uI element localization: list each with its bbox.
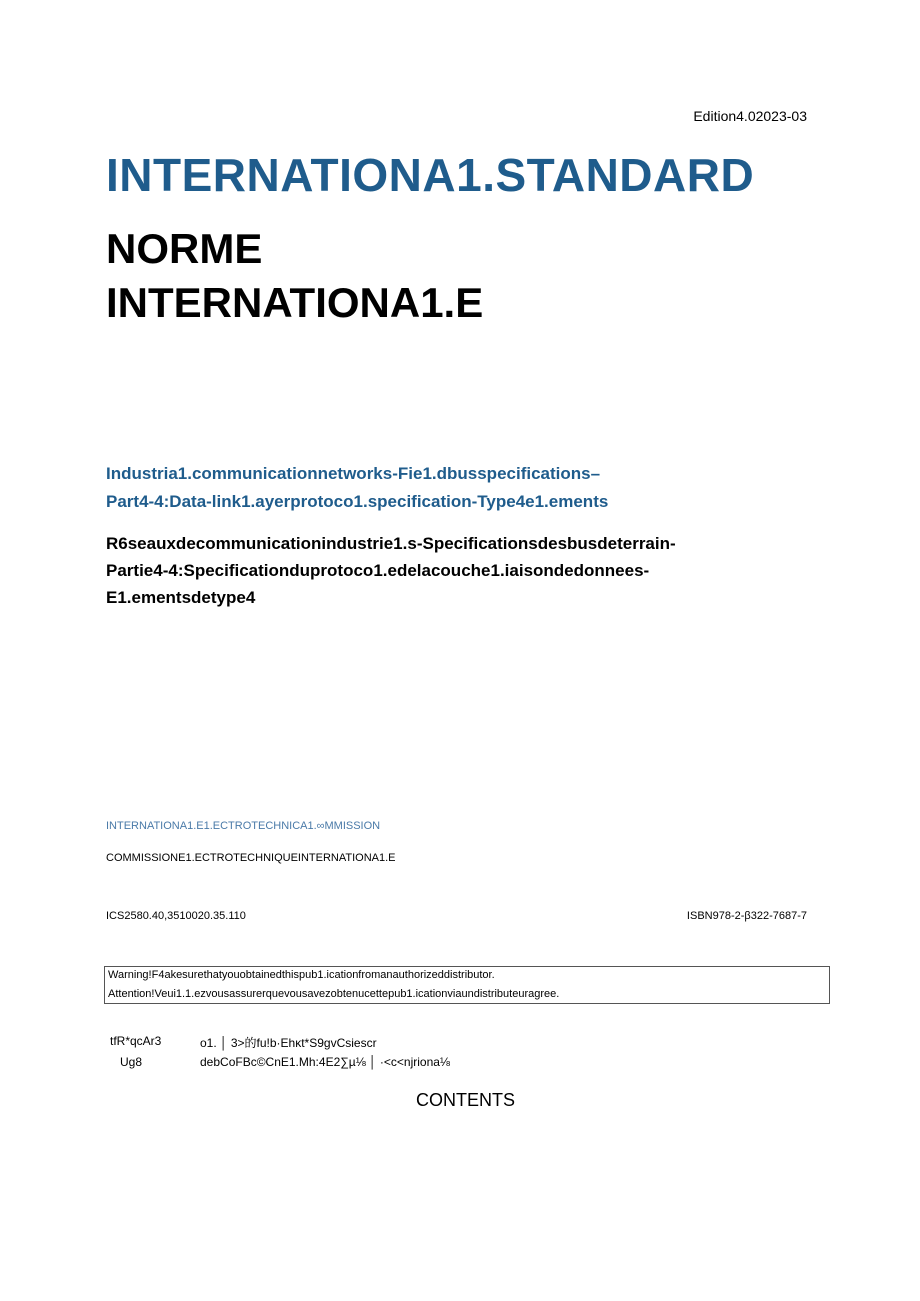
garbled-text-left-2: Ug8 <box>120 1055 143 1069</box>
warning-english: Warning!F4akesurethatyouobtainedthispub1.icationfromanauthorizeddistributor. <box>108 969 495 981</box>
title-french-line-2: INTERNATIONA1.E <box>106 279 484 326</box>
garbled-text-right-2: debCoFBc©CnE1.Mh:4E2∑µ⅛ │ ·<c<njriona⅛ <box>200 1055 450 1069</box>
subtitle-french <box>106 530 676 611</box>
ics-code: ICS2580.40,3510020.35.110 <box>106 910 246 922</box>
iec-name-english: INTERNATIONA1.E1.ECTROTECHNICA1.∞MMISSION <box>106 820 381 832</box>
title-french-line-1: NORME <box>106 225 263 272</box>
garbled-text-left-1: tfR*qcAr3 <box>110 1034 162 1048</box>
title-french <box>106 222 483 330</box>
contents-heading: CONTENTS <box>416 1090 515 1110</box>
subtitle-french-line-1: R6seauxdecommunicationindustrie1.s-Specificationsdesbusdeterrain- <box>106 534 676 553</box>
isbn-code: ISBN978-2-β322-7687-7 <box>686 910 807 922</box>
subtitle-french-line-2: Partie4-4:Specificationduprotoco1.edelacouche1.iaisondedonnees- <box>106 561 650 580</box>
subtitle-english <box>106 460 608 516</box>
garbled-text-right-1: o1. │ 3>的fu!b·Ehκt*S9gvCsiescr <box>200 1036 377 1050</box>
subtitle-english-line-1: Industria1.communicationnetworks-Fie1.dbusspecifications– <box>106 464 601 483</box>
subtitle-english-line-2: Part4-4:Data-link1.ayerprotoco1.specification-Type4e1.ements <box>106 492 609 511</box>
iec-name-french: COMMISSIONE1.ECTROTECHNIQUEINTERNATIONA1.E <box>106 852 396 864</box>
warning-box <box>104 966 830 1004</box>
edition-label: Edition4.02023-03 <box>693 108 807 124</box>
title-english: INTERNATIONA1.STANDARD <box>106 149 755 201</box>
warning-french: Attention!Veui1.1.ezvousassurerquevousavezobtenucettepub1.icationviaundistributeuragree. <box>108 988 560 1000</box>
subtitle-french-line-3: E1.ementsdetype4 <box>106 588 256 607</box>
